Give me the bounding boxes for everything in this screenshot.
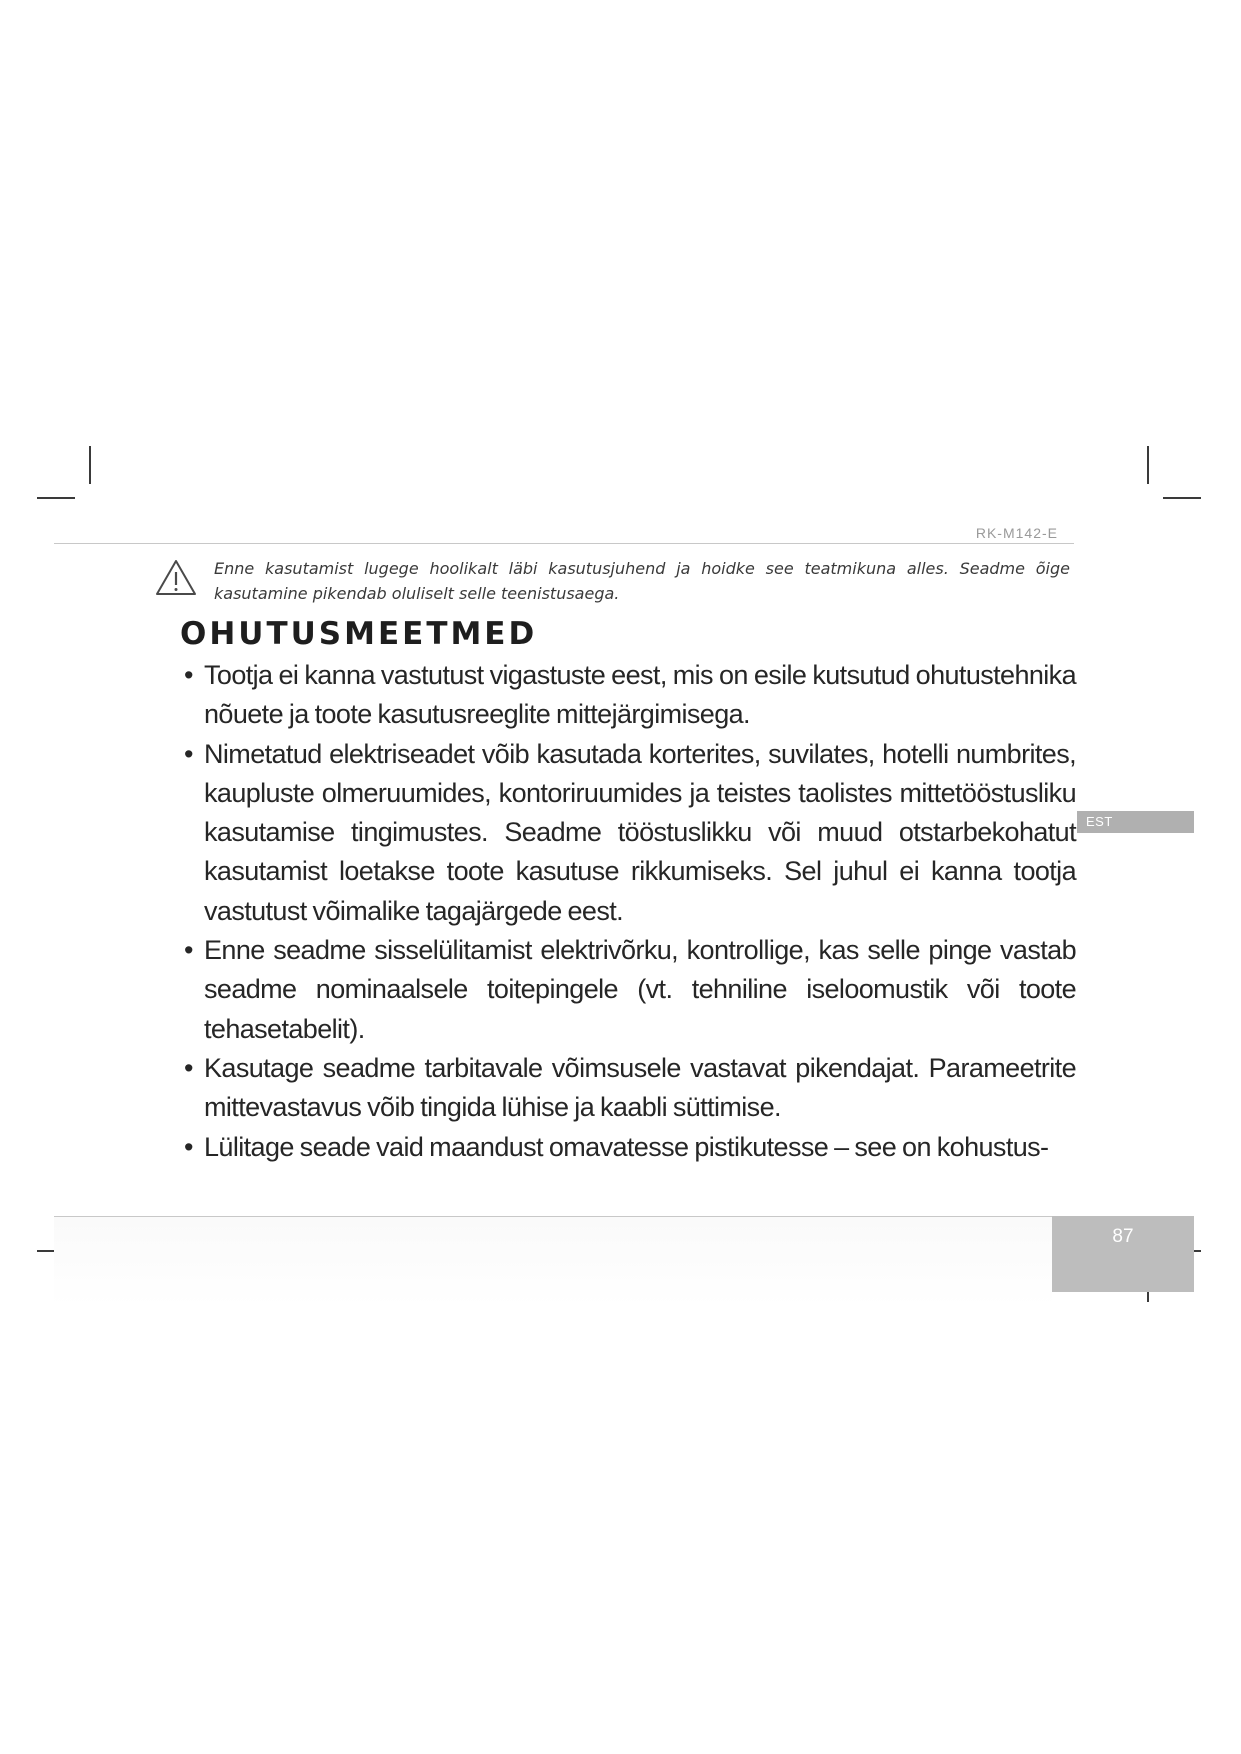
- warning-text: Enne kasutamist lugege hoolikalt läbi kasutusjuhend ja hoidke see teatmikuna alles. Seadme õige kasutamine pikendab oluliselt selle teenistusaega.: [214, 559, 1070, 603]
- list-item: [180, 735, 1076, 931]
- list-item-text: Kasutage seadme tarbitavale võimsusele vastavat pikendajat. Parameetrite mittevastavus võib tingida lühise ja kaabli süttimise.: [204, 1052, 1076, 1123]
- model-code: RK-M142-E: [975, 525, 1058, 541]
- language-tab: EST: [1077, 811, 1194, 833]
- list-item-text: Enne seadme sisselülitamist elektrivõrku, kontrollige, kas selle pinge vastab seadme nominaalsele toitepingele (vt. tehniline iseloomustik või toote tehasetabelit).: [204, 935, 1076, 1044]
- footer-rule: [54, 1216, 1052, 1217]
- bullet: •: [184, 660, 193, 690]
- list-item-text: Tootja ei kanna vastutust vigastuste eest, mis on esile kutsutud ohutustehnika nõuete ja toote kasutusreeglite mittejärgimisega.: [204, 660, 1076, 730]
- warning-notice: [154, 556, 1074, 606]
- list-item: [180, 931, 1076, 1049]
- bullet: •: [184, 1131, 193, 1162]
- warning-triangle-icon: [154, 558, 198, 598]
- list-item: [180, 1049, 1076, 1128]
- crop-mark-top-left-horizontal: [37, 497, 75, 499]
- bullet: •: [184, 738, 193, 769]
- header-rule: [54, 543, 1074, 544]
- bullet: •: [184, 935, 193, 966]
- page-number: 87: [1112, 1226, 1134, 1247]
- crop-mark-top-right-horizontal: [1163, 497, 1201, 499]
- list-item-text: Lülitage seade vaid maandust omavatesse pistikutesse – see on kohustus-: [204, 1131, 1049, 1162]
- safety-list: [180, 656, 1076, 1167]
- list-item-text: Nimetatud elektriseadet võib kasutada korterites, suvilates, hotelli numbrites, kaupluste olmeruumides, kontoriruumides ja teistes taolistes mittetööstusliku kasutamise tingimustes. Seadme tööstuslikku või muud otstarbekohatut kasutamist loetakse toote kasutuse rikkumiseks. Sel juhul ei kanna tootja vastutust võimalike tagajärgede eest.: [204, 738, 1076, 926]
- list-item: [180, 656, 1076, 735]
- section-title: OHUTUSMEETMED: [180, 616, 538, 652]
- crop-mark-top-left-vertical: [89, 446, 91, 484]
- footer-shade: [54, 1217, 1052, 1307]
- list-item: [180, 1128, 1076, 1167]
- bullet: •: [184, 1052, 193, 1083]
- page-number-tab: [1052, 1216, 1194, 1292]
- crop-mark-top-right-vertical: [1147, 446, 1149, 484]
